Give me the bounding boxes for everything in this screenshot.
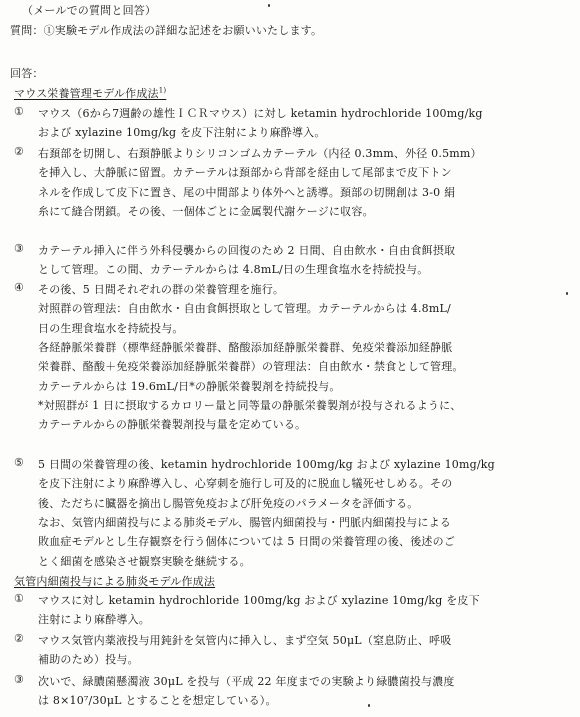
paragraph-line: 糸にて縫合閉鎖。その後、一個体ごとに金属製代謝ケージに収容。	[38, 204, 374, 218]
paragraph-line: は 8×10⁷/30μL とすることを想定している）。	[38, 694, 277, 708]
paragraph-line: 注射により麻酔導入。	[38, 613, 150, 627]
paragraph-line: 栄養群、酪酸＋免疫栄養添加経静脈栄養群）の管理法：自由飲水・禁食として管理。	[38, 360, 464, 374]
paragraph-line: とく細菌を感染させ観察実験を継続する。	[38, 554, 251, 568]
paragraph-line: マウス気管内薬液投与用鈍針を気管内に挿入し、まず空気 50μL（窒息防止、呼吸	[38, 634, 452, 647]
paragraph-line: ネルを作成して皮下に置き、尾の中間部より体外へと誘導。頚部の切開創は 3-0 絹	[38, 185, 456, 199]
paragraph-line: 次いで、緑膿菌懸濁液 30μL を投与（平成 22 年度までの実験より緑膿菌投与濃度	[38, 675, 455, 688]
paragraph-line: として管理。この間、カテーテルからは 4.8mL/日の生理食塩水を持続投与。	[38, 263, 429, 277]
paragraph-line: 対照群の管理法：自由飲水・自由食餌摂取として管理。カテーテルからは 4.8mL/	[38, 302, 451, 316]
answer-label: 回答：	[10, 67, 44, 80]
paragraph-line: カテーテル挿入に伴う外科侵襲からの回復のため 2 日間、自由飲水・自由食餌摂取	[38, 244, 456, 257]
paragraph-line: 補助のため）投与。	[38, 653, 139, 667]
paragraph-line: 5 日間の栄養管理の後、ketamin hydrochloride 100mg/kg および xylazine 10mg/kg	[38, 458, 495, 471]
header-text: （メールでの質問と回答）	[22, 4, 157, 17]
paragraph-line: その後、5 日間それぞれの群の栄養管理を施行。	[38, 283, 285, 296]
section-title: マウス栄養管理モデル作成法$^{1)}$	[14, 86, 167, 100]
item-number: ④	[14, 281, 24, 294]
scan-speck	[268, 4, 270, 7]
paragraph-line: および xylazine 10mg/kg を皮下注射により麻酔導入。	[38, 126, 326, 140]
paragraph-line: 右頚部を切開し、右頚静脈よりシリコンゴムカテーテル（内径 0.3mm、外径 0.5mm）	[38, 147, 482, 160]
paragraph-line: を皮下注射により麻酔導入し、心穿刺を施行し可及的に脱血し犠死せしめる。その	[38, 477, 453, 491]
paragraph-line: を挿入し、大静脈に留置。カテーテルは頚部から背部を経由して尾部まで皮下トン	[38, 166, 452, 180]
question-text: 質問：①実験モデル作成法の詳細な記述をお願いいたします。	[10, 24, 323, 37]
item-number: ②	[14, 632, 24, 645]
paragraph-line: 日の生理食塩水を持続投与。	[38, 321, 184, 335]
paragraph-line: マウス（6から7週齢の雄性ＩＣＲマウス）に対し ketamin hydrochloride 100mg/kg	[38, 107, 483, 120]
paragraph-line: なお、気管内細菌投与による肺炎モデル、腸管内細菌投与・門脈内細菌投与による	[38, 515, 451, 529]
item-number: ②	[14, 145, 24, 158]
item-number: ⑤	[14, 456, 24, 469]
paragraph-line: カテーテルからの静脈栄養製剤投与量を定めている。	[38, 418, 307, 432]
paragraph-line: カテーテルからは 19.6mL/日*の静脈栄養製剤を持続投与。	[38, 379, 341, 393]
item-number: ①	[14, 105, 24, 118]
paragraph-line: *対照群が 1 日に摂取するカロリー量と同等量の静脈栄養製剤が投与されるように、	[38, 398, 462, 412]
item-number: ③	[14, 242, 24, 255]
paragraph-line: 敗血症モデルとし生存観察を行う個体については 5 日間の栄養管理の後、後述のご	[38, 535, 456, 549]
scan-speck	[566, 292, 568, 295]
paragraph-line: 後、ただちに臓器を摘出し腸管免疫および肝免疫のパラメータを評価する。	[38, 496, 419, 510]
paragraph-line: 各経静脈栄養群（標準経静脈栄養群、酪酸添加経静脈栄養群、免疫栄養添加経静脈	[38, 340, 453, 354]
item-number: ①	[14, 592, 24, 605]
footnote-ref: 1)	[158, 86, 167, 95]
item-number: ③	[14, 673, 24, 686]
paragraph-line: マウスに対し ketamin hydrochloride 100mg/kg および xylazine 10mg/kg を皮下	[38, 594, 480, 607]
scan-speck	[368, 704, 370, 707]
section-title: 気管内細菌投与による肺炎モデル作成法	[14, 575, 216, 588]
